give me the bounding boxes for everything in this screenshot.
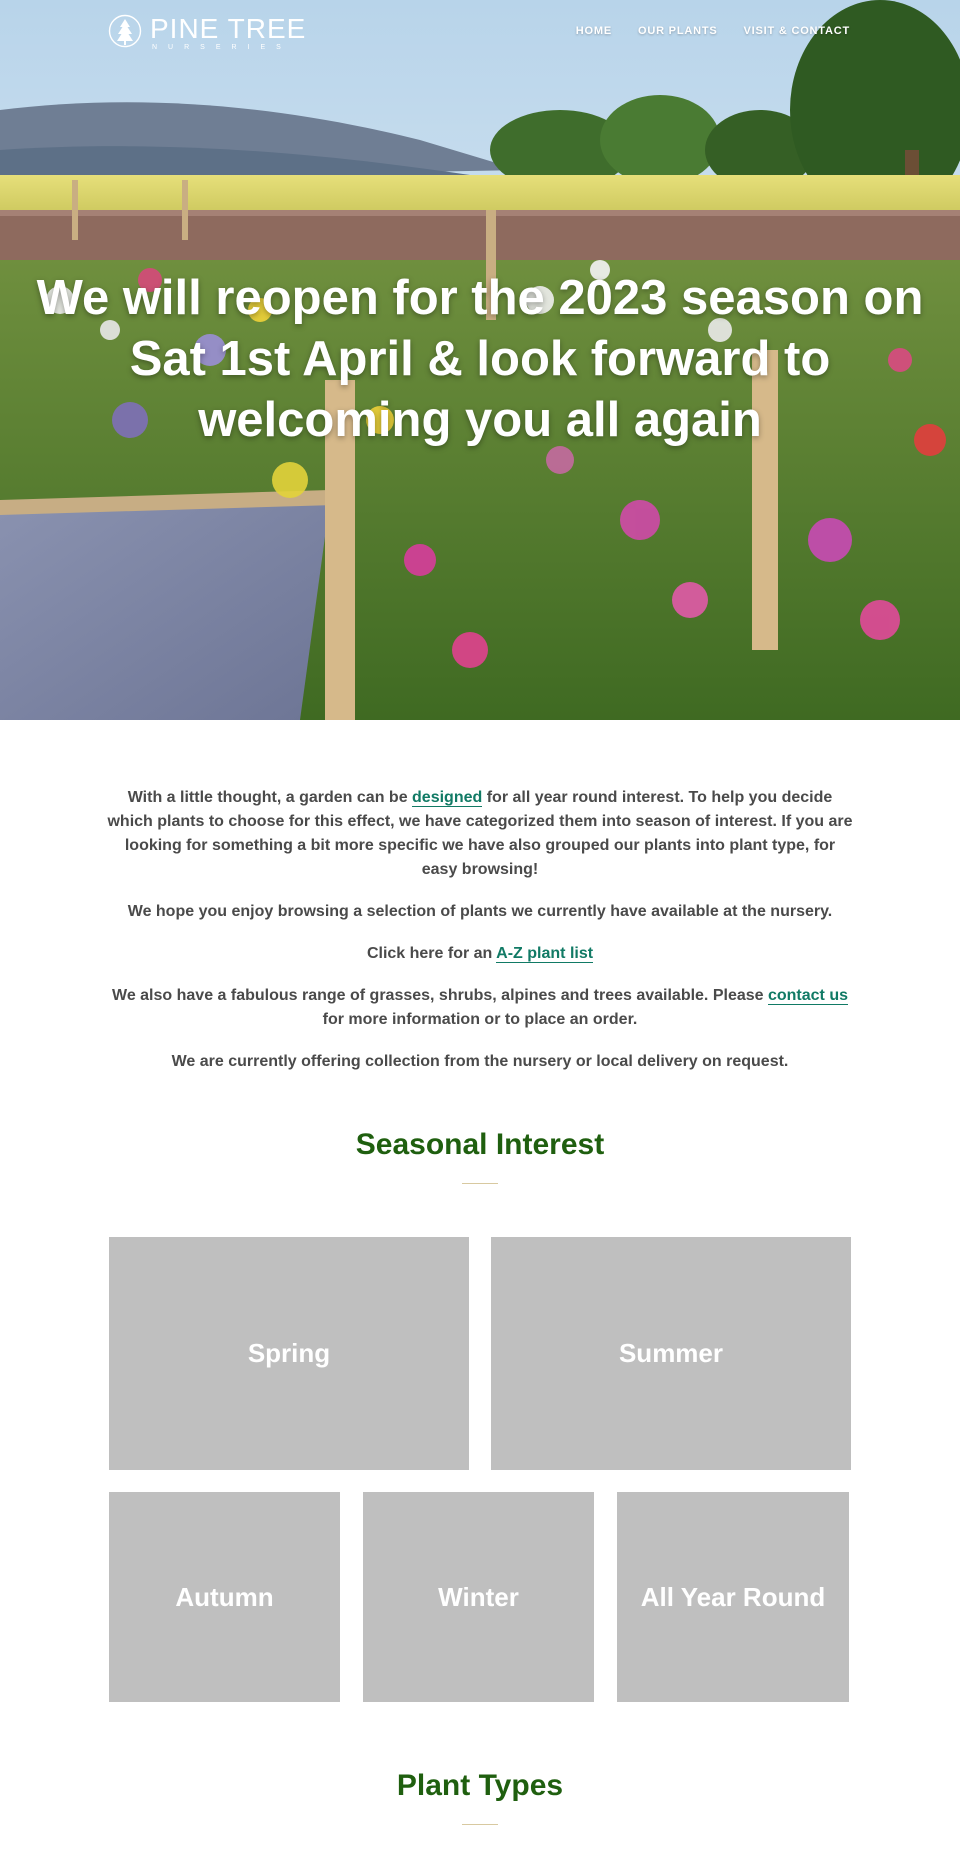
tile-autumn[interactable]: Autumn <box>109 1492 340 1702</box>
plant-types-divider <box>462 1824 498 1825</box>
seasonal-interest-heading: Seasonal Interest <box>355 1128 605 1161</box>
intro-paragraph-3: Click here for an A-Z plant list <box>366 945 594 962</box>
tile-summer[interactable]: Summer <box>491 1237 851 1470</box>
intro-paragraph-1: With a little thought, a garden can be designed for all year round interest. To help you decide which plants to choose for this effect, we have categorized them into season of interest. If you are looking for something a bit more specific we have also grouped our plants into plant type, for easy browsing! <box>107 789 853 878</box>
hero-banner <box>0 0 960 720</box>
intro-text <box>106 786 854 1092</box>
hero-headline: We will reopen for the 2023 season on Sat 1st April & look forward to welcoming you all again <box>36 271 924 447</box>
az-plant-list-link[interactable]: A-Z plant list <box>496 945 594 962</box>
plant-types-heading: Plant Types <box>396 1769 564 1802</box>
nav-visit-contact[interactable]: VISIT & CONTACT <box>743 25 850 37</box>
designed-link[interactable]: designed <box>412 789 483 806</box>
logo-subtitle: NURSERIES <box>152 44 292 51</box>
tile-winter[interactable]: Winter <box>363 1492 594 1702</box>
nav-home[interactable]: HOME <box>575 25 612 37</box>
logo-title: PINE TREE <box>150 13 307 44</box>
top-navigation-bar <box>0 0 960 68</box>
nav-our-plants[interactable]: OUR PLANTS <box>637 25 718 37</box>
main-nav <box>576 25 850 37</box>
intro-paragraph-4: We also have a fabulous range of grasses, shrubs, alpines and trees available. Please contact us for more information or to place an order. <box>112 987 848 1028</box>
seasonal-divider <box>462 1183 498 1184</box>
pine-tree-logo-icon <box>108 14 142 48</box>
intro-paragraph-2: We hope you enjoy browsing a selection of plants we currently have available at the nursery. <box>127 903 833 920</box>
tile-spring[interactable]: Spring <box>109 1237 469 1470</box>
site-logo[interactable] <box>108 14 308 50</box>
contact-us-link[interactable]: contact us <box>767 987 848 1004</box>
tile-all-year-round[interactable]: All Year Round <box>617 1492 849 1702</box>
intro-paragraph-5: We are currently offering collection from the nursery or local delivery on request. <box>171 1053 789 1070</box>
